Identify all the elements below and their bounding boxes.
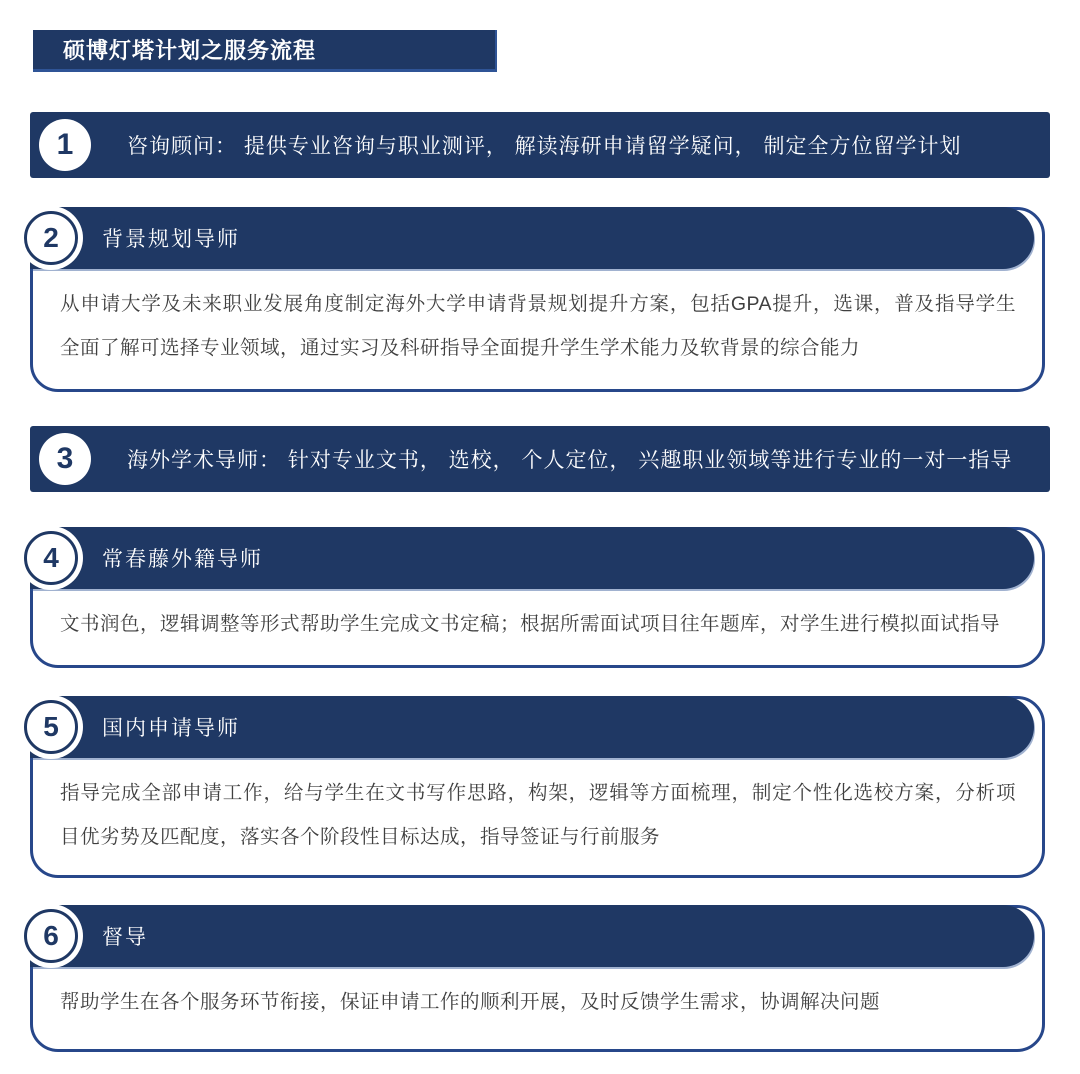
step-card-header (30, 696, 1034, 758)
step-body: 文书润色，逻辑调整等形式帮助学生完成文书定稿；根据所需面试项目往年题库，对学生进行模拟面试指导 (60, 613, 1001, 635)
step-card-5 (30, 696, 1045, 878)
step-number-badge: 5 (24, 700, 78, 754)
step-card-6 (30, 905, 1045, 1052)
step-number-badge: 2 (24, 211, 78, 265)
step-text: 海外学术导师： 针对专业文书， 选校， 个人定位， 兴趣职业领域等进行专业的一对一指导 (127, 449, 1013, 472)
step-card-header (30, 527, 1034, 589)
page-title: 硕博灯塔计划之服务流程 (63, 38, 317, 63)
step-heading: 国内申请导师 (102, 717, 240, 740)
step-card-4 (30, 527, 1045, 668)
step-heading: 背景规划导师 (102, 228, 240, 251)
step-body: 从申请大学及未来职业发展角度制定海外大学申请背景规划提升方案，包括GPA提升，选课，普及指导学生全面了解可选择专业领域，通过实习及科研指导全面提升学生学术能力及软背景的综合能力 (60, 293, 1016, 359)
step-card-2 (30, 207, 1045, 392)
step-number-badge: 4 (24, 531, 78, 585)
title-banner (33, 30, 497, 72)
step-body: 指导完成全部申请工作，给与学生在文书写作思路，构架，逻辑等方面梳理，制定个性化选校方案，分析项目优劣势及匹配度，落实各个阶段性目标达成，指导签证与行前服务 (60, 782, 1016, 848)
step-bar-1 (30, 112, 1050, 178)
step-card-header (30, 905, 1034, 967)
step-card-header (30, 207, 1034, 269)
step-number-badge: 6 (24, 909, 78, 963)
step-body: 帮助学生在各个服务环节衔接，保证申请工作的顺利开展，及时反馈学生需求，协调解决问题 (60, 991, 881, 1013)
step-heading: 常春藤外籍导师 (102, 548, 263, 571)
step-number-badge: 3 (39, 433, 91, 485)
step-heading: 督导 (102, 926, 148, 949)
step-number-badge: 1 (39, 119, 91, 171)
step-bar-3 (30, 426, 1050, 492)
step-text: 咨询顾问： 提供专业咨询与职业测评， 解读海研申请留学疑问， 制定全方位留学计划 (127, 135, 962, 158)
